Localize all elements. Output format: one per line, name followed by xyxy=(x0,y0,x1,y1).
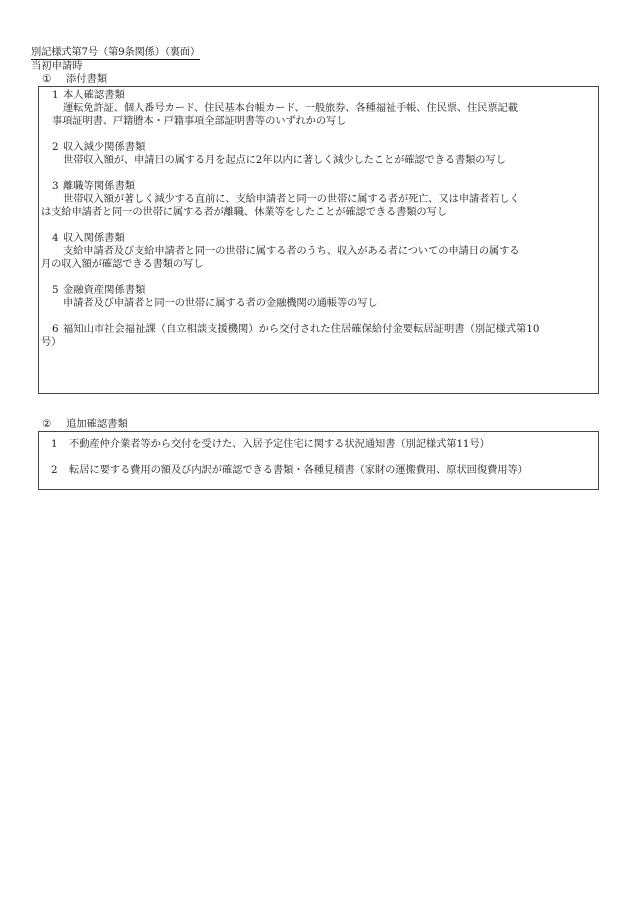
section-2-heading xyxy=(42,418,601,431)
item-number: 4 xyxy=(52,232,59,244)
item-text-line: 支給申請者及び支給申請者と同一の世帯に属する者のうち、収入がある者についての申請日の属する xyxy=(63,245,520,257)
list-item xyxy=(51,438,594,451)
additional-documents-box xyxy=(38,431,599,490)
section-2-number: ② xyxy=(42,418,52,430)
item-title: 金融資産関係書類 xyxy=(63,284,146,296)
attached-documents-box xyxy=(38,86,599,394)
item-number: 2 xyxy=(52,141,59,153)
list-item xyxy=(51,464,594,477)
subtitle: 当初申請時 xyxy=(31,60,83,72)
item-text-line: 号） xyxy=(41,336,62,348)
section-1-title: 添付書類 xyxy=(66,73,108,85)
item-number: 1 xyxy=(52,89,59,101)
item-text-line: 運転免許証、個人番号カード、住民基本台帳カード、一般旅券、各種福祉手帳、住民票、住民票記載 xyxy=(63,102,518,114)
form-title: 別記様式第7号（第9条関係）（裏面） xyxy=(31,46,201,58)
item-number: 6 xyxy=(52,323,59,335)
item-text-line: 世帯収入額が、申請日の属する月を起点に2年以内に著しく減少したことが確認できる書類の写し xyxy=(63,154,506,166)
item-text-line: 事項証明書、戸籍謄本・戸籍事項全部証明書等のいずれかの写し xyxy=(52,115,347,127)
section-1-number: ① xyxy=(42,73,52,85)
item-title: 離職等関係書類 xyxy=(63,180,136,192)
item-number: 1 xyxy=(51,438,58,450)
list-item xyxy=(52,284,594,310)
list-item xyxy=(52,89,594,128)
item-number: 2 xyxy=(51,464,58,476)
item-title: 福知山市社会福祉課（自立相談支援機関）から交付された住居確保給付金要転居証明書（別記様式第10 xyxy=(63,323,540,335)
item-title: 収入減少関係書類 xyxy=(63,141,146,153)
list-item xyxy=(41,180,594,219)
item-text-line: 申請者及び申請者と同一の世帯に属する者の金融機関の通帳等の写し xyxy=(63,297,378,309)
list-item xyxy=(52,141,594,167)
item-text-line: 月の収入額が確認できる書類の写し xyxy=(41,258,204,270)
item-number: 5 xyxy=(52,284,59,296)
item-text: 転居に要する費用の額及び内訳が確認できる書類・各種見積書（家財の運搬費用、原状回復費用等） xyxy=(69,464,528,476)
section-1-heading xyxy=(42,73,601,86)
list-item xyxy=(41,232,594,271)
item-text-line: 世帯収入額が著しく減少する直前に、支給申請者と同一の世帯に属する者が死亡、又は申請者若しく xyxy=(63,193,520,205)
item-title: 本人確認書類 xyxy=(63,89,125,101)
item-text: 不動産仲介業者等から交付を受けた、入居予定住宅に関する状況通知書（別記様式第11号） xyxy=(69,438,490,450)
item-number: 3 xyxy=(52,180,59,192)
document-page xyxy=(31,46,601,490)
list-item xyxy=(41,323,594,349)
item-title: 収入関係書類 xyxy=(63,232,125,244)
section-2-title: 追加確認書類 xyxy=(66,418,128,430)
item-text-line: は支給申請者と同一の世帯に属する者が離職、休業等をしたことが確認できる書類の写し xyxy=(41,206,447,218)
